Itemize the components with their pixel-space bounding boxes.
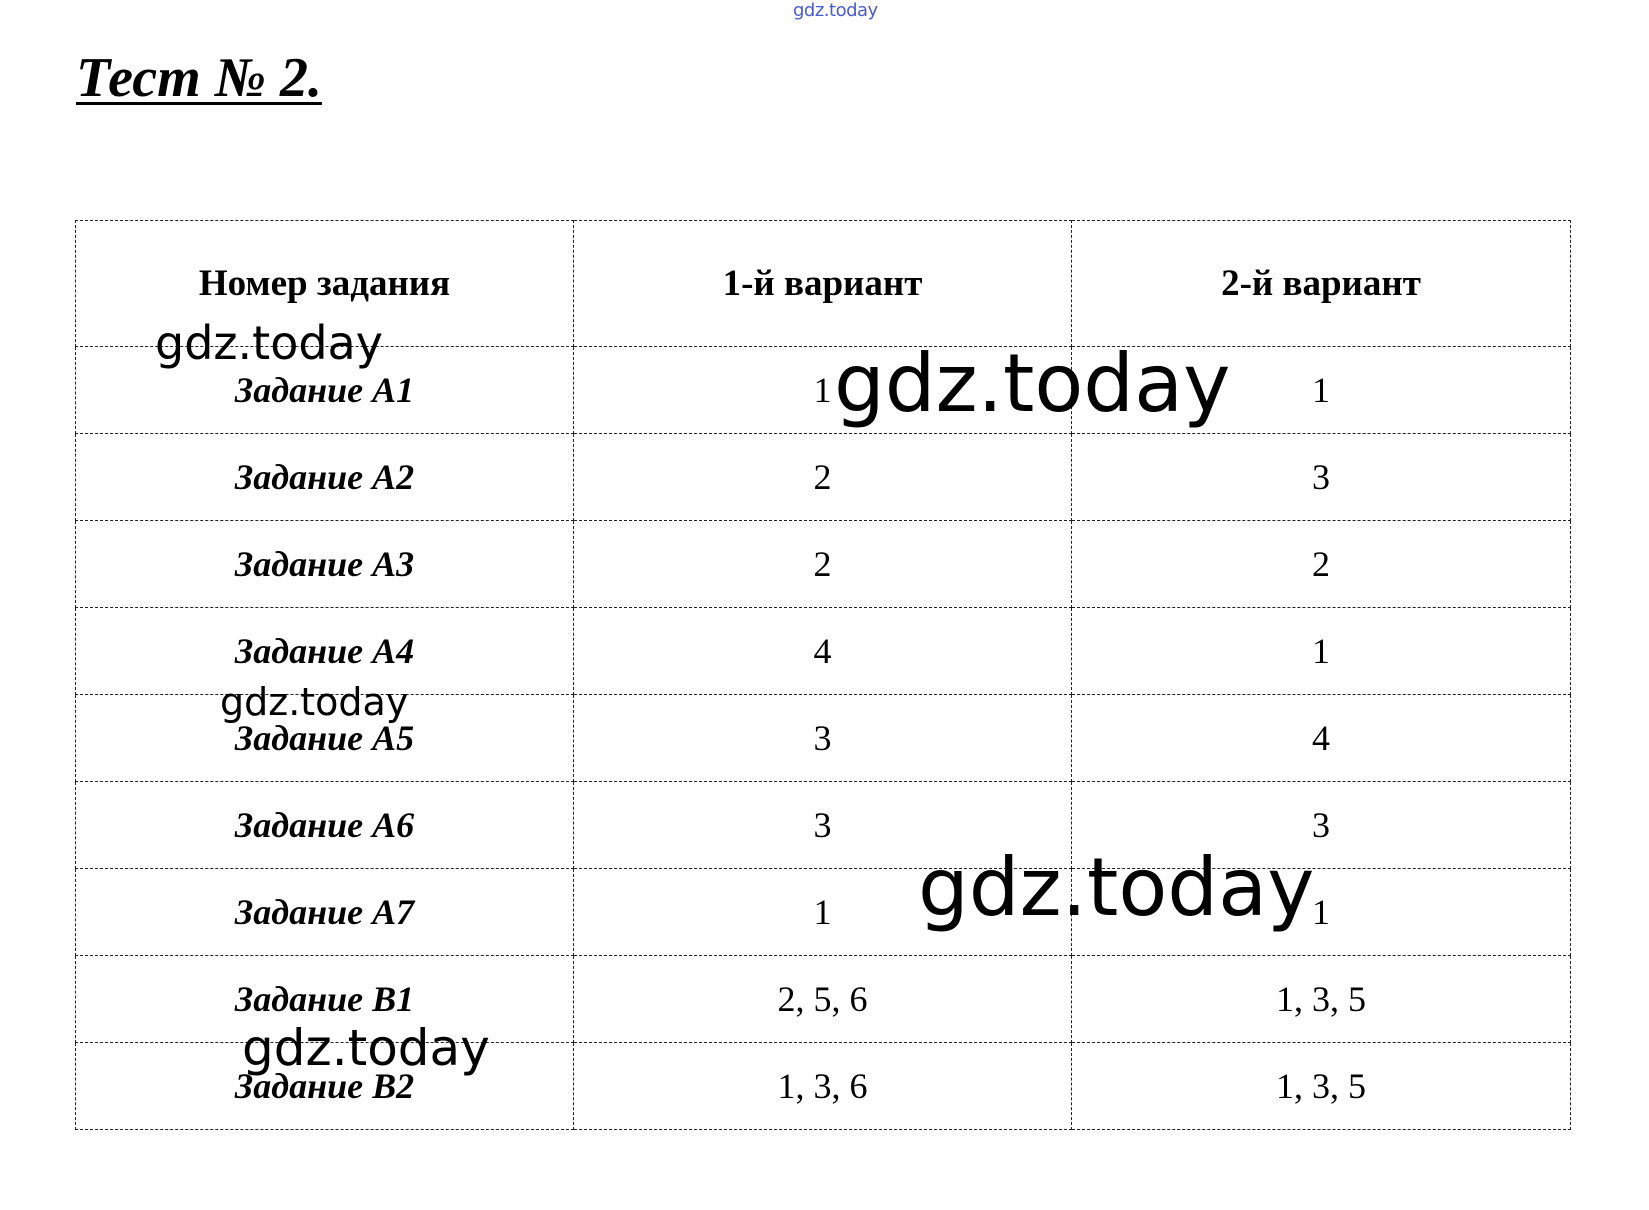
column-header-task: Номер задания [76,221,574,347]
variant-1-cell: 3 [574,782,1072,869]
task-cell: Задание А7 [76,869,574,956]
variant-1-cell: 4 [574,608,1072,695]
task-cell: Задание В1 [76,956,574,1043]
variant-2-cell: 4 [1072,695,1571,782]
task-cell: Задание А1 [76,347,574,434]
variant-1-cell: 1 [574,347,1072,434]
watermark: gdz.today [834,337,1231,430]
variant-2-cell: 3 [1072,782,1571,869]
variant-1-cell: 1, 3, 6 [574,1043,1072,1130]
watermark: gdz.today [155,316,383,370]
top-watermark: gdz.today [793,0,878,21]
task-cell: Задание А6 [76,782,574,869]
variant-2-cell: 1, 3, 5 [1072,1043,1571,1130]
variant-1-cell: 3 [574,695,1072,782]
variant-2-cell: 1 [1072,608,1571,695]
table-row [76,347,1571,434]
watermark: gdz.today [918,841,1315,934]
task-cell: Задание А4 [76,608,574,695]
task-cell: Задание А5 [76,695,574,782]
task-cell: Задание А3 [76,521,574,608]
watermark: gdz.today [220,680,409,724]
watermark: gdz.today [242,1019,490,1077]
table-row [76,695,1571,782]
table-row [76,434,1571,521]
variant-2-cell: 1 [1072,869,1571,956]
table-header-row [76,221,1571,347]
column-header-variant-2: 2-й вариант [1072,221,1571,347]
variant-1-cell: 2 [574,521,1072,608]
table-row [76,869,1571,956]
task-cell: Задание В2 [76,1043,574,1130]
variant-1-cell: 2, 5, 6 [574,956,1072,1043]
variant-1-cell: 1 [574,869,1072,956]
task-cell: Задание А2 [76,434,574,521]
table-row [76,608,1571,695]
table-row [76,1043,1571,1130]
page-title: Тест № 2. [76,47,322,109]
column-header-variant-1: 1-й вариант [574,221,1072,347]
variant-2-cell: 1, 3, 5 [1072,956,1571,1043]
table-row [76,956,1571,1043]
variant-2-cell: 3 [1072,434,1571,521]
table-row [76,782,1571,869]
variant-2-cell: 2 [1072,521,1571,608]
table-row [76,521,1571,608]
variant-2-cell: 1 [1072,347,1571,434]
variant-1-cell: 2 [574,434,1072,521]
answers-table [75,220,1571,1130]
